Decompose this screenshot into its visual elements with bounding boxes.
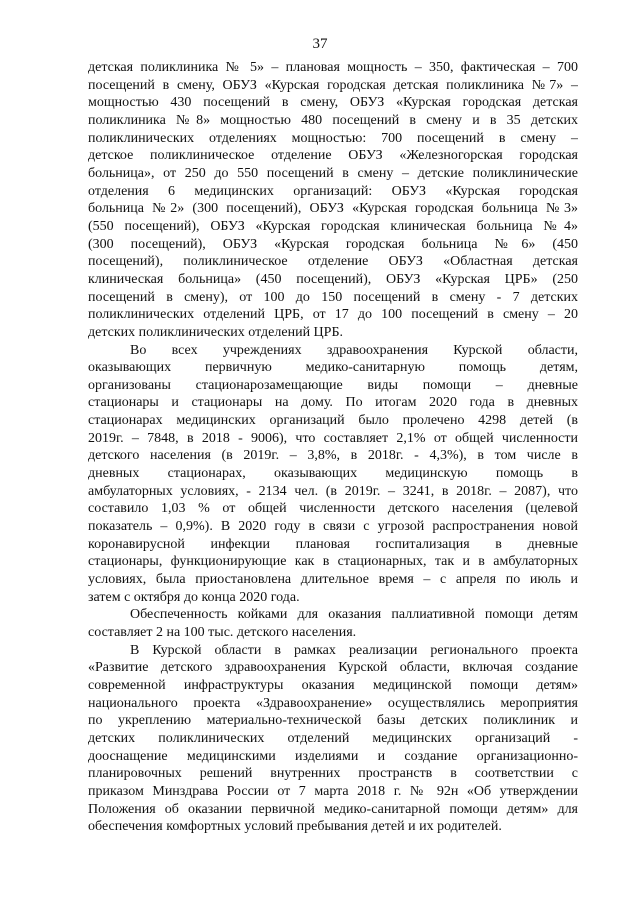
text-line: поликлиника №8» мощностью 480 посещений в смену и в 35 детских: [88, 112, 578, 128]
text-line: Во всех учреждениях здравоохранения Курской области,: [130, 342, 578, 358]
text-line: национального проекта «Здравоохранение» осуществлялись мероприятия: [88, 695, 578, 711]
text-line: детское поликлиническое отделение ОБУЗ «Железногорская городская: [88, 148, 578, 164]
text-line: посещений), поликлиническое отделение ОБУЗ «Областная детская: [88, 254, 578, 270]
text-line: поликлинических отделениях мощностью: 700 посещений в смену –: [88, 130, 578, 146]
page-number: 37: [312, 36, 328, 52]
text-line: составляет 2 на 100 тыс. детского населения.: [88, 625, 357, 640]
paragraph: [88, 342, 578, 607]
text-line: детская поликлиника № 5» – плановая мощность – 350, фактическая – 700: [88, 60, 578, 75]
body-text: [88, 59, 578, 836]
text-line: мощностью 430 посещений в смену, ОБУЗ «Курская городская детская: [88, 95, 578, 111]
text-line: посещений в смену), от 100 до 150 посещений в смену - 7 детских: [88, 289, 578, 305]
text-line: «Развитие детского здравоохранения Курской области, включая создание: [88, 660, 578, 676]
text-line: стационары, функционирующие как в стационарных, так и в амбулаторных: [88, 554, 578, 570]
text-line: коронавирусной инфекции плановая госпитализация в дневные: [88, 536, 578, 552]
text-line: больница», от 250 до 550 посещений в смену – детские поликлинические: [88, 165, 578, 181]
text-line: больница №2» (300 посещений), ОБУЗ «Курская городская больница №3»: [88, 201, 578, 217]
text-line: детских поликлинических отделений медицинских организаций -: [88, 730, 578, 746]
text-line: амбулаторных условиях, - 2134 чел. (в 2019г. – 3241, в 2018г. – 2087), что: [88, 483, 578, 499]
text-line: организованы стационарозамещающие виды помощи – дневные: [88, 377, 578, 393]
text-line: по укреплению материально-технической базы детских поликлиник и: [88, 713, 578, 729]
text-line: детских поликлинических отделений ЦРБ.: [88, 324, 343, 340]
text-line: дневных стационарах, оказывающих медицинскую помощь в: [88, 466, 578, 482]
text-line: составило 1,03 % от общей численности детского населения (целевой: [88, 501, 578, 517]
text-line: клиническая больница» (450 посещений), ОБУЗ «Курская ЦРБ» (250: [88, 271, 578, 287]
text-line: (300 посещений), ОБУЗ «Курская городская больница №6» (450: [88, 236, 578, 252]
text-line: оказывающих первичную медико-санитарную помощь детям,: [88, 360, 578, 376]
text-line: дооснащение медицинскими изделиями и создание организационно-: [88, 748, 578, 764]
text-line: современной инфраструктуры оказания медицинской помощи детям»: [88, 677, 578, 693]
text-line: затем с октября до конца 2020 года.: [88, 589, 300, 605]
text-line: приказом Минздрава России от 7 марта 2018 г. № 92н «Об утверждении: [88, 783, 578, 799]
text-line: обеспечения комфортных условий пребывания детей и их родителей.: [88, 819, 502, 835]
text-line: поликлинических отделений ЦРБ, от 17 до 100 посещений в смену – 20: [88, 307, 578, 323]
text-line: стационары и стационары на дому. По итогам 2020 года в дневных: [88, 395, 578, 411]
text-line: (550 посещений), ОБУЗ «Курская городская клиническая больница №4»: [88, 218, 578, 234]
paragraph: [88, 606, 578, 641]
text-line: Обеспеченность койками для оказания паллиативной помощи детям: [130, 607, 578, 623]
text-line: Положения об оказании первичной медико-санитарной помощи детям» для: [88, 801, 578, 817]
text-line: показатель – 0,9%). В 2020 году в связи с угрозой распространения новой: [88, 519, 578, 535]
paragraph: [88, 59, 578, 342]
text-line: посещений в смену, ОБУЗ «Курская городская детская поликлиника №7» –: [88, 77, 578, 93]
text-line: детского населения (в 2019г. – 3,8%, в 2018г. - 4,3%), в том числе в: [88, 448, 578, 464]
text-line: 2019г. – 7848, в 2018 - 9006), что составляет 2,1% от общей численности: [88, 430, 578, 446]
text-line: стационарах медицинских организаций было пролечено 4298 детей (в: [88, 413, 578, 429]
text-line: отделения 6 медицинских организаций: ОБУЗ «Курская городская: [88, 183, 578, 199]
text-line: планировочных решений внутренних пространств в соответствии с: [88, 766, 578, 782]
text-line: условиях, была приостановлена длительное время – с апреля по июль и: [88, 572, 578, 588]
text-line: В Курской области в рамках реализации регионального проекта: [130, 642, 578, 658]
paragraph: [88, 642, 578, 836]
